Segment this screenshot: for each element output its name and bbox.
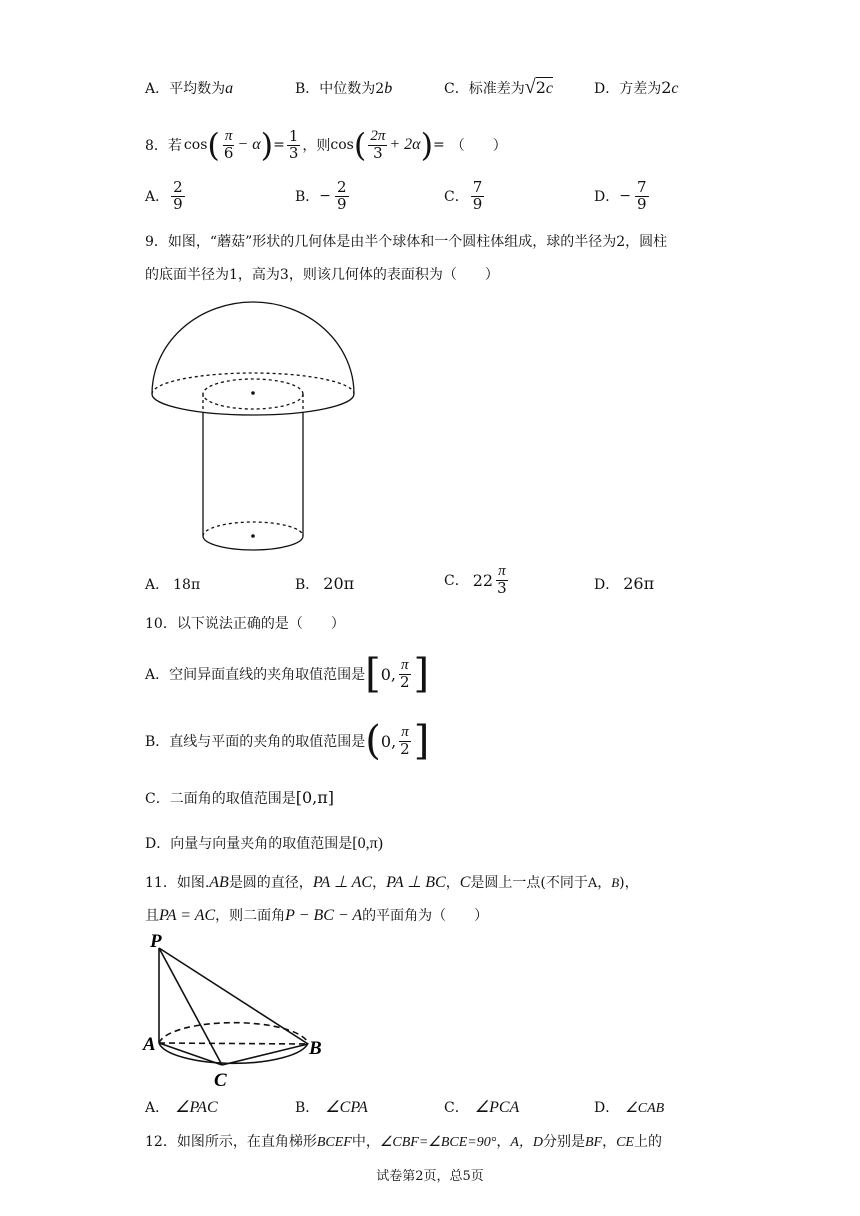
q8-option-d: D． − $\frac{7}{9}$ <box>594 178 647 213</box>
q9-option-a: A． 18π <box>145 577 201 593</box>
circle-front <box>159 1043 308 1063</box>
q7-option-d: D．方差为2c <box>594 78 679 97</box>
mushroom-figure <box>145 300 365 560</box>
q7-option-b: B．中位数为2b <box>295 80 393 97</box>
hemisphere-base-front <box>152 394 354 415</box>
pyramid-figure <box>140 928 340 1090</box>
label-p: P <box>150 931 162 952</box>
q9-option-b: B． 20π <box>295 574 355 593</box>
q7-option-c: C．标准差为√2c <box>444 76 553 98</box>
label-b: B <box>309 1038 322 1059</box>
label-c: C <box>214 1070 227 1090</box>
q9-option-c: C． 22 $\frac{\pi}{3}$ <box>444 563 507 597</box>
q9-stem-line2: 的底面半径为1，高为3，则该几何体的表面积为（ ） <box>145 267 499 283</box>
q9-option-d: D． 26π <box>594 574 655 593</box>
hemisphere-base-back <box>152 373 354 394</box>
cylinder-bottom-back <box>203 522 303 536</box>
cylinder-bottom-front <box>203 536 303 550</box>
label-a: A <box>143 1034 156 1055</box>
bottom-center-dot <box>251 534 255 538</box>
q8-option-a: A． $\frac{2}{9}$ <box>145 178 183 213</box>
top-center-dot <box>251 391 255 395</box>
q11-stem-line2: 且PA = AC，则二面角P − BC − A的平面角为（ ） <box>145 907 489 924</box>
hemisphere-arc <box>152 302 354 394</box>
circle-back <box>159 1023 308 1043</box>
q11-option-b: B． ∠CPA <box>295 1099 368 1116</box>
q11-option-a: A． ∠PAC <box>145 1099 218 1116</box>
q11-option-d: D． ∠CAB <box>594 1100 665 1116</box>
q10-stem: 10．以下说法正确的是（ ） <box>145 616 345 632</box>
q10-option-b: B．直线与平面的夹角的取值范围是 ( 0, $\frac{\pi}{2}$ ] <box>145 718 430 764</box>
edge-ab <box>159 1043 308 1044</box>
q10-option-d: D．向量与向量夹角的取值范围是[0,π) <box>145 835 383 852</box>
q12-stem: 12．如图所示，在直角梯形BCEF中，∠CBF=∠BCE=90°，A，D分别是BF，CE上的 <box>145 1134 662 1150</box>
q9-stem-line1: 9．如图，“蘑菇”形状的几何体是由半个球体和一个圆柱体组成，球的半径为2，圆柱 <box>145 234 668 250</box>
edge-pc <box>159 948 222 1065</box>
q10-option-c: C．二面角的取值范围是[0,π] <box>145 788 334 807</box>
q8-option-c: C． $\frac{7}{9}$ <box>444 178 483 213</box>
q7-option-a: A．平均数为a <box>145 80 234 97</box>
q11-option-c: C． ∠PCA <box>444 1099 520 1116</box>
q11-stem-line1: 11．如图.AB是圆的直径，PA ⊥ AC，PA ⊥ BC，C是圆上一点(不同于A，B)， <box>145 874 639 891</box>
q8-option-b: B． − $\frac{2}{9}$ <box>295 178 347 213</box>
page-footer: 试卷第2页，总5页 <box>376 1169 484 1184</box>
q8-stem: 8．若 cos ( $\frac{\pi}{6}$ − α ) = $\frac{1}{3}$ ，则 cos ( $\frac{2\pi}{3}$ + 2α ) = （ ） <box>145 126 507 164</box>
q10-option-a: A．空间异面直线的夹角取值范围是 [ 0, $\frac{\pi}{2}$ ] <box>145 651 430 697</box>
